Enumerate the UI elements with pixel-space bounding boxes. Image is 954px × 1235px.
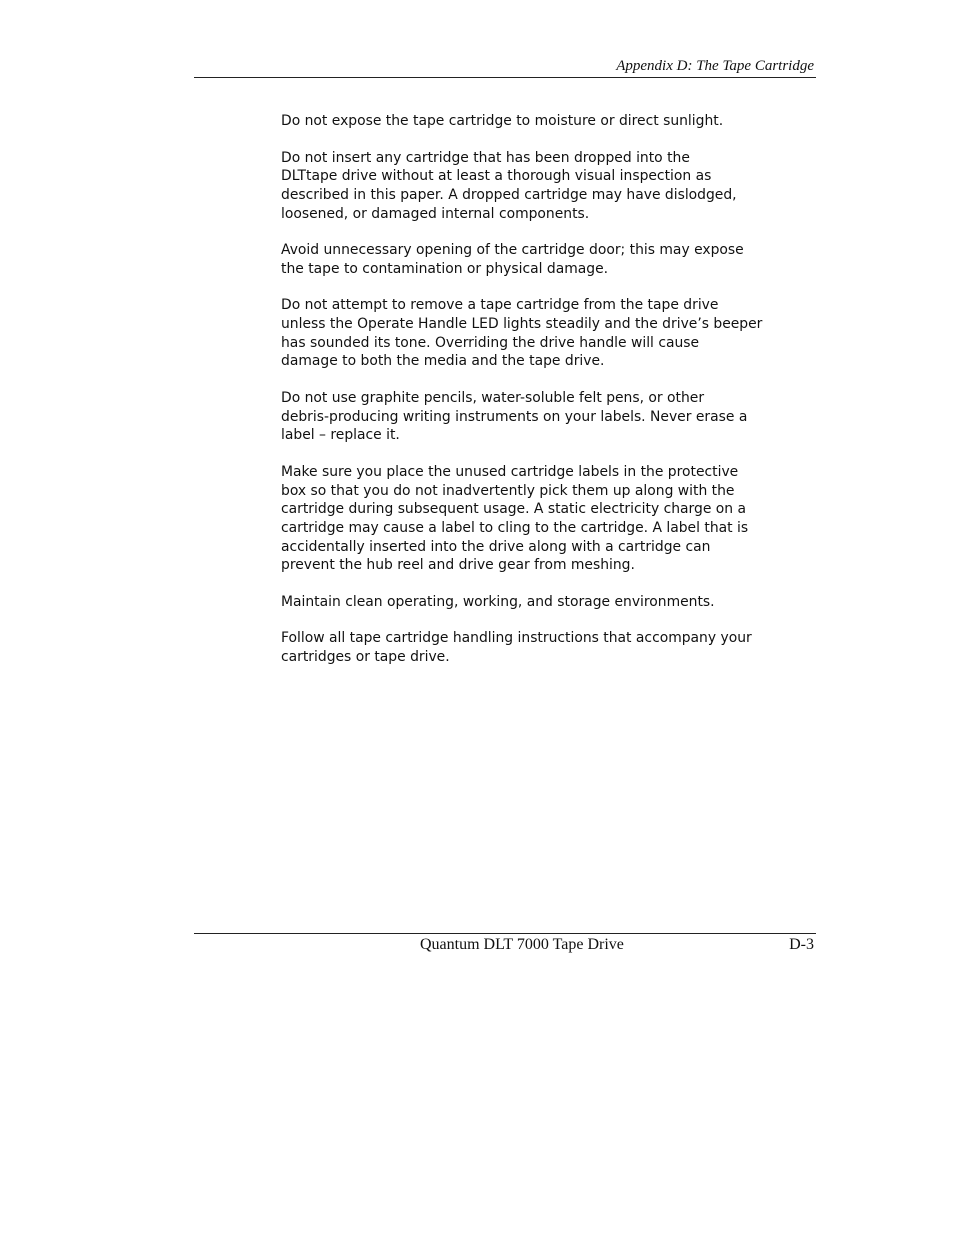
paragraph-line: Follow all tape cartridge handling instructions that accompany your [281,630,752,647]
paragraph-line: loosened, or damaged internal components. [281,205,590,222]
header-rule [194,77,816,78]
paragraph-6 [281,463,771,575]
footer-document-title: Quantum DLT 7000 Tape Drive [420,936,624,953]
paragraph-line: Do not attempt to remove a tape cartridge from the tape drive [281,297,719,314]
paragraph-line: cartridges or tape drive. [281,649,450,666]
paragraph-line: Do not expose the tape cartridge to moisture or direct sunlight. [281,113,724,129]
paragraph-3 [281,241,771,278]
paragraph-1 [281,112,771,131]
paragraph-line: Avoid unnecessary opening of the cartridge door; this may expose [281,242,744,259]
paragraph-line: accidentally inserted into the drive along with a cartridge can [281,538,711,555]
paragraph-line: has sounded its tone. Overriding the drive handle will cause [281,334,700,351]
paragraph-line: prevent the hub reel and drive gear from meshing. [281,557,635,574]
paragraph-line: debris-producing writing instruments on your labels. Never erase a [281,408,748,425]
paragraph-7 [281,593,771,612]
paragraph-4 [281,296,771,371]
page-number: D-3 [789,936,814,953]
paragraph-line: Maintain clean operating, working, and storage environments. [281,593,715,610]
paragraph-line: the tape to contamination or physical damage. [281,260,609,277]
paragraph-line: Do not use graphite pencils, water-soluble felt pens, or other [281,389,705,406]
paragraph-line: damage to both the media and the tape drive. [281,353,605,370]
paragraph-line: cartridge may cause a label to cling to the cartridge. A label that is [281,519,749,536]
paragraph-2 [281,149,771,224]
paragraph-line: Make sure you place the unused cartridge labels in the protective [281,463,739,480]
paragraph-line: cartridge during subsequent usage. A static electricity charge on a [281,501,747,518]
paragraph-line: label – replace it. [281,427,400,444]
paragraph-line: box so that you do not inadvertently pick them up along with the [281,482,735,499]
paragraph-line: described in this paper. A dropped cartridge may have dislodged, [281,186,737,203]
paragraph-8 [281,629,771,666]
paragraph-line: Do not insert any cartridge that has been dropped into the [281,149,690,166]
paragraph-line: DLTtape drive without at least a thorough visual inspection as [281,168,712,185]
paragraph-5 [281,389,771,445]
running-header: Appendix D: The Tape Cartridge [616,58,814,74]
body-text [281,112,771,685]
paragraph-line: unless the Operate Handle LED lights steadily and the drive’s beeper [281,316,763,333]
